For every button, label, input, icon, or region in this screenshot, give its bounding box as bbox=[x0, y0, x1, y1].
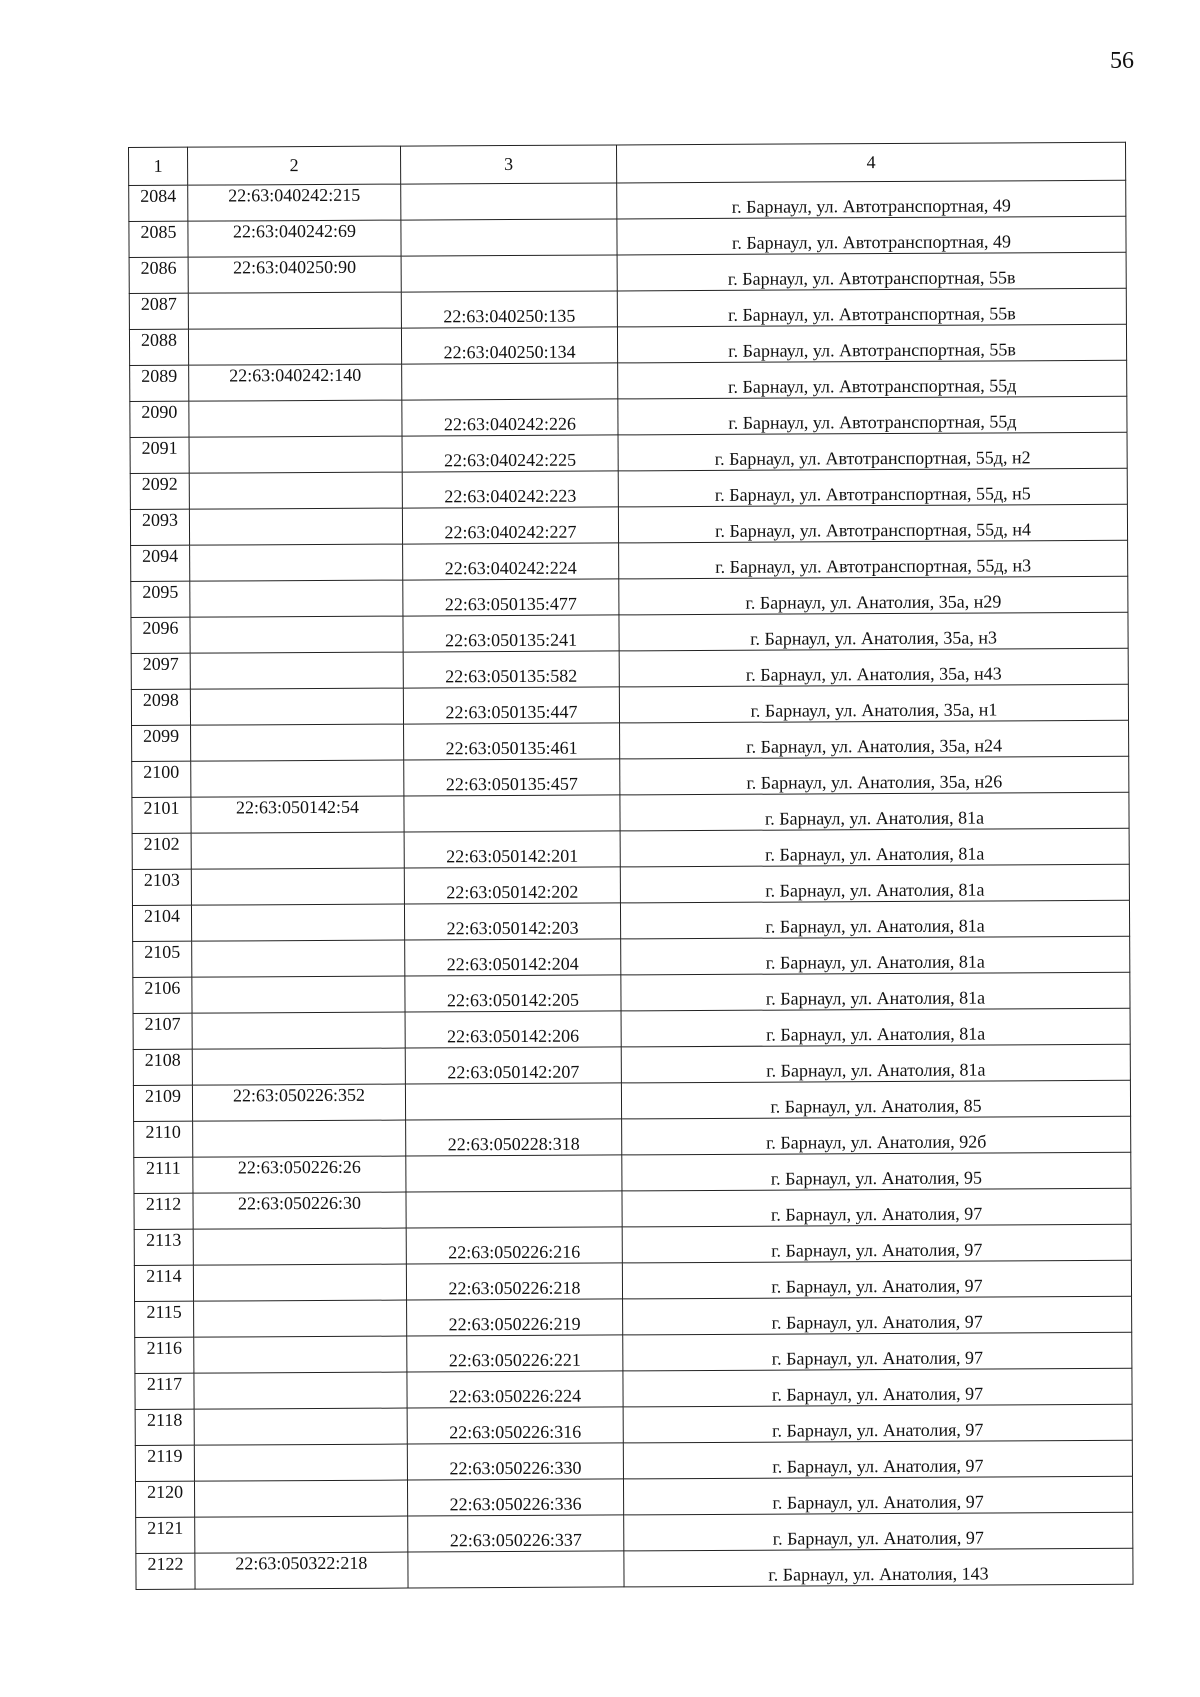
address-cell: г. Барнаул, ул. Анатолия, 81а bbox=[620, 864, 1129, 903]
page-number: 56 bbox=[1110, 48, 1134, 74]
object-number-cell: 22:63:050228:318 bbox=[406, 1119, 622, 1156]
address-cell: г. Барнаул, ул. Анатолия, 81а bbox=[621, 972, 1130, 1011]
parcel-number-cell bbox=[192, 1012, 405, 1049]
object-number-cell bbox=[402, 363, 618, 400]
row-number-cell: 2111 bbox=[134, 1157, 193, 1193]
address-cell: г. Барнаул, ул. Анатолия, 97 bbox=[624, 1512, 1133, 1551]
table-row bbox=[132, 756, 1129, 797]
object-number-cell: 22:63:040250:134 bbox=[401, 327, 617, 364]
object-number-cell: 22:63:050142:202 bbox=[404, 867, 620, 904]
row-number-cell: 2097 bbox=[131, 653, 190, 689]
address-cell: г. Барнаул, ул. Анатолия, 35а, н29 bbox=[619, 576, 1128, 615]
address-cell: г. Барнаул, ул. Анатолия, 81а bbox=[620, 792, 1129, 831]
parcel-number-cell: 22:63:040242:140 bbox=[189, 364, 402, 401]
parcel-number-cell: 22:63:050226:26 bbox=[193, 1156, 406, 1193]
row-number-cell: 2086 bbox=[129, 257, 188, 293]
column-header: 4 bbox=[616, 142, 1125, 183]
table-row bbox=[129, 324, 1126, 365]
parcel-number-cell bbox=[188, 328, 401, 365]
row-number-cell: 2104 bbox=[132, 905, 191, 941]
parcel-number-cell bbox=[190, 688, 403, 725]
row-number-cell: 2091 bbox=[130, 437, 189, 473]
parcel-number-cell bbox=[188, 292, 401, 329]
row-number-cell: 2096 bbox=[131, 617, 190, 653]
object-number-cell: 22:63:050142:206 bbox=[405, 1011, 621, 1048]
table-row bbox=[134, 1260, 1131, 1301]
parcel-number-cell bbox=[193, 1120, 406, 1157]
table-row bbox=[132, 864, 1129, 905]
parcel-number-cell: 22:63:050226:30 bbox=[193, 1192, 406, 1229]
parcel-number-cell bbox=[191, 760, 404, 797]
table-row bbox=[131, 684, 1128, 725]
address-cell: г. Барнаул, ул. Анатолия, 35а, н3 bbox=[619, 612, 1128, 651]
table-row bbox=[136, 1548, 1133, 1589]
parcel-number-cell: 22:63:050226:352 bbox=[192, 1084, 405, 1121]
parcel-number-cell bbox=[189, 508, 402, 545]
table-row bbox=[131, 576, 1128, 617]
address-cell: г. Барнаул, ул. Автотранспортная, 55в bbox=[617, 288, 1126, 327]
row-number-cell: 2105 bbox=[133, 941, 192, 977]
address-cell: г. Барнаул, ул. Анатолия, 97 bbox=[623, 1296, 1132, 1335]
object-number-cell bbox=[401, 183, 617, 220]
parcel-number-cell bbox=[189, 472, 402, 509]
column-header: 3 bbox=[400, 145, 616, 184]
address-cell: г. Барнаул, ул. Анатолия, 97 bbox=[622, 1188, 1131, 1227]
table-row bbox=[131, 612, 1128, 653]
parcel-number-cell bbox=[192, 1048, 405, 1085]
table-row bbox=[129, 288, 1126, 329]
parcel-number-cell bbox=[192, 976, 405, 1013]
parcel-number-cell bbox=[191, 832, 404, 869]
address-cell: г. Барнаул, ул. Автотранспортная, 55в bbox=[617, 252, 1126, 291]
parcel-number-cell bbox=[191, 868, 404, 905]
row-number-cell: 2098 bbox=[131, 689, 190, 725]
row-number-cell: 2099 bbox=[132, 725, 191, 761]
address-cell: г. Барнаул, ул. Анатолия, 97 bbox=[622, 1224, 1131, 1263]
row-number-cell: 2087 bbox=[129, 293, 188, 329]
parcel-number-cell bbox=[194, 1336, 407, 1373]
address-cell: г. Барнаул, ул. Анатолия, 95 bbox=[622, 1152, 1131, 1191]
object-number-cell: 22:63:050142:203 bbox=[404, 903, 620, 940]
row-number-cell: 2118 bbox=[135, 1409, 194, 1445]
table-row bbox=[133, 1080, 1130, 1121]
parcel-number-cell: 22:63:050322:218 bbox=[195, 1552, 408, 1589]
table-row bbox=[130, 504, 1127, 545]
table-row bbox=[131, 540, 1128, 581]
object-number-cell bbox=[401, 255, 617, 292]
object-number-cell bbox=[404, 795, 620, 832]
parcel-number-cell bbox=[193, 1228, 406, 1265]
table-row bbox=[135, 1476, 1132, 1517]
parcel-number-cell bbox=[194, 1372, 407, 1409]
parcel-number-cell bbox=[194, 1300, 407, 1337]
address-cell: г. Барнаул, ул. Анатолия, 85 bbox=[621, 1080, 1130, 1119]
object-number-cell bbox=[406, 1191, 622, 1228]
parcel-number-cell bbox=[191, 904, 404, 941]
row-number-cell: 2114 bbox=[134, 1265, 193, 1301]
object-number-cell: 22:63:040242:226 bbox=[402, 399, 618, 436]
row-number-cell: 2117 bbox=[135, 1373, 194, 1409]
row-number-cell: 2085 bbox=[129, 221, 188, 257]
row-number-cell: 2112 bbox=[134, 1193, 193, 1229]
object-number-cell: 22:63:050142:204 bbox=[405, 939, 621, 976]
table-row bbox=[129, 216, 1126, 257]
row-number-cell: 2122 bbox=[136, 1553, 195, 1589]
object-number-cell: 22:63:040242:227 bbox=[402, 507, 618, 544]
row-number-cell: 2116 bbox=[135, 1337, 194, 1373]
object-number-cell: 22:63:050226:221 bbox=[407, 1335, 623, 1372]
table-row bbox=[133, 1044, 1130, 1085]
address-cell: г. Барнаул, ул. Анатолия, 81а bbox=[621, 1044, 1130, 1083]
table-row bbox=[133, 936, 1130, 977]
object-number-cell: 22:63:050135:582 bbox=[403, 651, 619, 688]
row-number-cell: 2084 bbox=[129, 185, 188, 221]
table-row bbox=[130, 432, 1127, 473]
row-number-cell: 2092 bbox=[130, 473, 189, 509]
row-number-cell: 2110 bbox=[134, 1121, 193, 1157]
table-row bbox=[132, 900, 1129, 941]
address-cell: г. Барнаул, ул. Анатолия, 35а, н43 bbox=[619, 648, 1128, 687]
table-row bbox=[130, 468, 1127, 509]
table-header-row bbox=[129, 142, 1126, 185]
address-cell: г. Барнаул, ул. Анатолия, 97 bbox=[623, 1404, 1132, 1443]
object-number-cell: 22:63:050226:224 bbox=[407, 1371, 623, 1408]
row-number-cell: 2102 bbox=[132, 833, 191, 869]
row-number-cell: 2108 bbox=[133, 1049, 192, 1085]
address-cell: г. Барнаул, ул. Автотранспортная, 55д bbox=[618, 360, 1127, 399]
parcel-number-cell bbox=[192, 940, 405, 977]
table-body bbox=[129, 180, 1133, 1589]
address-cell: г. Барнаул, ул. Анатолия, 143 bbox=[624, 1548, 1133, 1587]
object-number-cell: 22:63:040242:225 bbox=[402, 435, 618, 472]
row-number-cell: 2093 bbox=[130, 509, 189, 545]
address-cell: г. Барнаул, ул. Анатолия, 81а bbox=[621, 1008, 1130, 1047]
object-number-cell: 22:63:050226:216 bbox=[406, 1227, 622, 1264]
row-number-cell: 2100 bbox=[132, 761, 191, 797]
table-row bbox=[130, 396, 1127, 437]
column-header: 2 bbox=[188, 146, 401, 185]
row-number-cell: 2113 bbox=[134, 1229, 193, 1265]
parcel-number-cell bbox=[190, 616, 403, 653]
row-number-cell: 2107 bbox=[133, 1013, 192, 1049]
parcel-number-cell: 22:63:040242:215 bbox=[188, 184, 401, 221]
row-number-cell: 2115 bbox=[135, 1301, 194, 1337]
object-number-cell: 22:63:050135:461 bbox=[404, 723, 620, 760]
row-number-cell: 2089 bbox=[130, 365, 189, 401]
table-row bbox=[132, 720, 1129, 761]
row-number-cell: 2121 bbox=[136, 1517, 195, 1553]
table-row bbox=[134, 1224, 1131, 1265]
object-number-cell bbox=[405, 1083, 621, 1120]
address-cell: г. Барнаул, ул. Анатолия, 97 bbox=[623, 1476, 1132, 1515]
parcel-number-cell bbox=[195, 1516, 408, 1553]
object-number-cell: 22:63:050135:447 bbox=[403, 687, 619, 724]
address-cell: г. Барнаул, ул. Автотранспортная, 55д bbox=[618, 396, 1127, 435]
row-number-cell: 2120 bbox=[135, 1481, 194, 1517]
object-number-cell: 22:63:050135:241 bbox=[403, 615, 619, 652]
table-row bbox=[135, 1368, 1132, 1409]
table-row bbox=[135, 1440, 1132, 1481]
parcel-number-cell bbox=[189, 436, 402, 473]
address-cell: г. Барнаул, ул. Анатолия, 97 bbox=[623, 1332, 1132, 1371]
object-number-cell: 22:63:040242:224 bbox=[403, 543, 619, 580]
table-row bbox=[135, 1404, 1132, 1445]
object-number-cell: 22:63:050135:457 bbox=[404, 759, 620, 796]
address-cell: г. Барнаул, ул. Анатолия, 81а bbox=[620, 900, 1129, 939]
address-cell: г. Барнаул, ул. Анатолия, 81а bbox=[621, 936, 1130, 975]
table-row bbox=[129, 180, 1126, 221]
address-cell: г. Барнаул, ул. Анатолия, 35а, н1 bbox=[619, 684, 1128, 723]
row-number-cell: 2109 bbox=[133, 1085, 192, 1121]
address-cell: г. Барнаул, ул. Анатолия, 35а, н24 bbox=[620, 720, 1129, 759]
parcel-number-cell bbox=[194, 1480, 407, 1517]
object-number-cell bbox=[408, 1551, 624, 1588]
parcel-number-cell bbox=[189, 400, 402, 437]
table-row bbox=[131, 648, 1128, 689]
registry-table bbox=[128, 142, 1134, 1590]
parcel-number-cell bbox=[190, 544, 403, 581]
object-number-cell: 22:63:050226:316 bbox=[407, 1407, 623, 1444]
table-row bbox=[133, 1008, 1130, 1049]
row-number-cell: 2101 bbox=[132, 797, 191, 833]
address-cell: г. Барнаул, ул. Автотранспортная, 55д, н5 bbox=[618, 468, 1127, 507]
table-row bbox=[134, 1116, 1131, 1157]
table-row bbox=[135, 1296, 1132, 1337]
object-number-cell: 22:63:040242:223 bbox=[402, 471, 618, 508]
object-number-cell: 22:63:050142:205 bbox=[405, 975, 621, 1012]
object-number-cell: 22:63:040250:135 bbox=[401, 291, 617, 328]
address-cell: г. Барнаул, ул. Автотранспортная, 55д, н2 bbox=[618, 432, 1127, 471]
parcel-number-cell bbox=[191, 724, 404, 761]
address-cell: г. Барнаул, ул. Анатолия, 92б bbox=[622, 1116, 1131, 1155]
address-cell: г. Барнаул, ул. Анатолия, 81а bbox=[620, 828, 1129, 867]
address-cell: г. Барнаул, ул. Анатолия, 97 bbox=[622, 1260, 1131, 1299]
parcel-number-cell: 22:63:050142:54 bbox=[191, 796, 404, 833]
object-number-cell bbox=[401, 219, 617, 256]
object-number-cell: 22:63:050135:477 bbox=[403, 579, 619, 616]
address-cell: г. Барнаул, ул. Автотранспортная, 55в bbox=[617, 324, 1126, 363]
parcel-number-cell bbox=[193, 1264, 406, 1301]
object-number-cell bbox=[406, 1155, 622, 1192]
table-row bbox=[130, 360, 1127, 401]
address-cell: г. Барнаул, ул. Анатолия, 97 bbox=[623, 1440, 1132, 1479]
table-row bbox=[136, 1512, 1133, 1553]
parcel-number-cell: 22:63:040250:90 bbox=[188, 256, 401, 293]
object-number-cell: 22:63:050226:219 bbox=[407, 1299, 623, 1336]
object-number-cell: 22:63:050226:218 bbox=[406, 1263, 622, 1300]
object-number-cell: 22:63:050226:330 bbox=[407, 1443, 623, 1480]
row-number-cell: 2095 bbox=[131, 581, 190, 617]
column-header: 1 bbox=[129, 147, 188, 185]
table-row bbox=[129, 252, 1126, 293]
object-number-cell: 22:63:050226:337 bbox=[408, 1515, 624, 1552]
row-number-cell: 2103 bbox=[132, 869, 191, 905]
table-row bbox=[133, 972, 1130, 1013]
address-cell: г. Барнаул, ул. Автотранспортная, 55д, н3 bbox=[619, 540, 1128, 579]
address-cell: г. Барнаул, ул. Автотранспортная, 55д, н4 bbox=[618, 504, 1127, 543]
object-number-cell: 22:63:050142:207 bbox=[405, 1047, 621, 1084]
parcel-number-cell bbox=[190, 580, 403, 617]
address-cell: г. Барнаул, ул. Автотранспортная, 49 bbox=[617, 216, 1126, 255]
table-row bbox=[134, 1188, 1131, 1229]
object-number-cell: 22:63:050142:201 bbox=[404, 831, 620, 868]
row-number-cell: 2106 bbox=[133, 977, 192, 1013]
address-cell: г. Барнаул, ул. Анатолия, 35а, н26 bbox=[620, 756, 1129, 795]
row-number-cell: 2088 bbox=[129, 329, 188, 365]
parcel-number-cell bbox=[194, 1408, 407, 1445]
table-row bbox=[135, 1332, 1132, 1373]
row-number-cell: 2090 bbox=[130, 401, 189, 437]
parcel-number-cell bbox=[194, 1444, 407, 1481]
address-cell: г. Барнаул, ул. Автотранспортная, 49 bbox=[617, 180, 1126, 219]
row-number-cell: 2094 bbox=[131, 545, 190, 581]
object-number-cell: 22:63:050226:336 bbox=[407, 1479, 623, 1516]
address-cell: г. Барнаул, ул. Анатолия, 97 bbox=[623, 1368, 1132, 1407]
parcel-number-cell: 22:63:040242:69 bbox=[188, 220, 401, 257]
table-row bbox=[132, 828, 1129, 869]
parcel-number-cell bbox=[190, 652, 403, 689]
table-row bbox=[132, 792, 1129, 833]
table-row bbox=[134, 1152, 1131, 1193]
row-number-cell: 2119 bbox=[135, 1445, 194, 1481]
